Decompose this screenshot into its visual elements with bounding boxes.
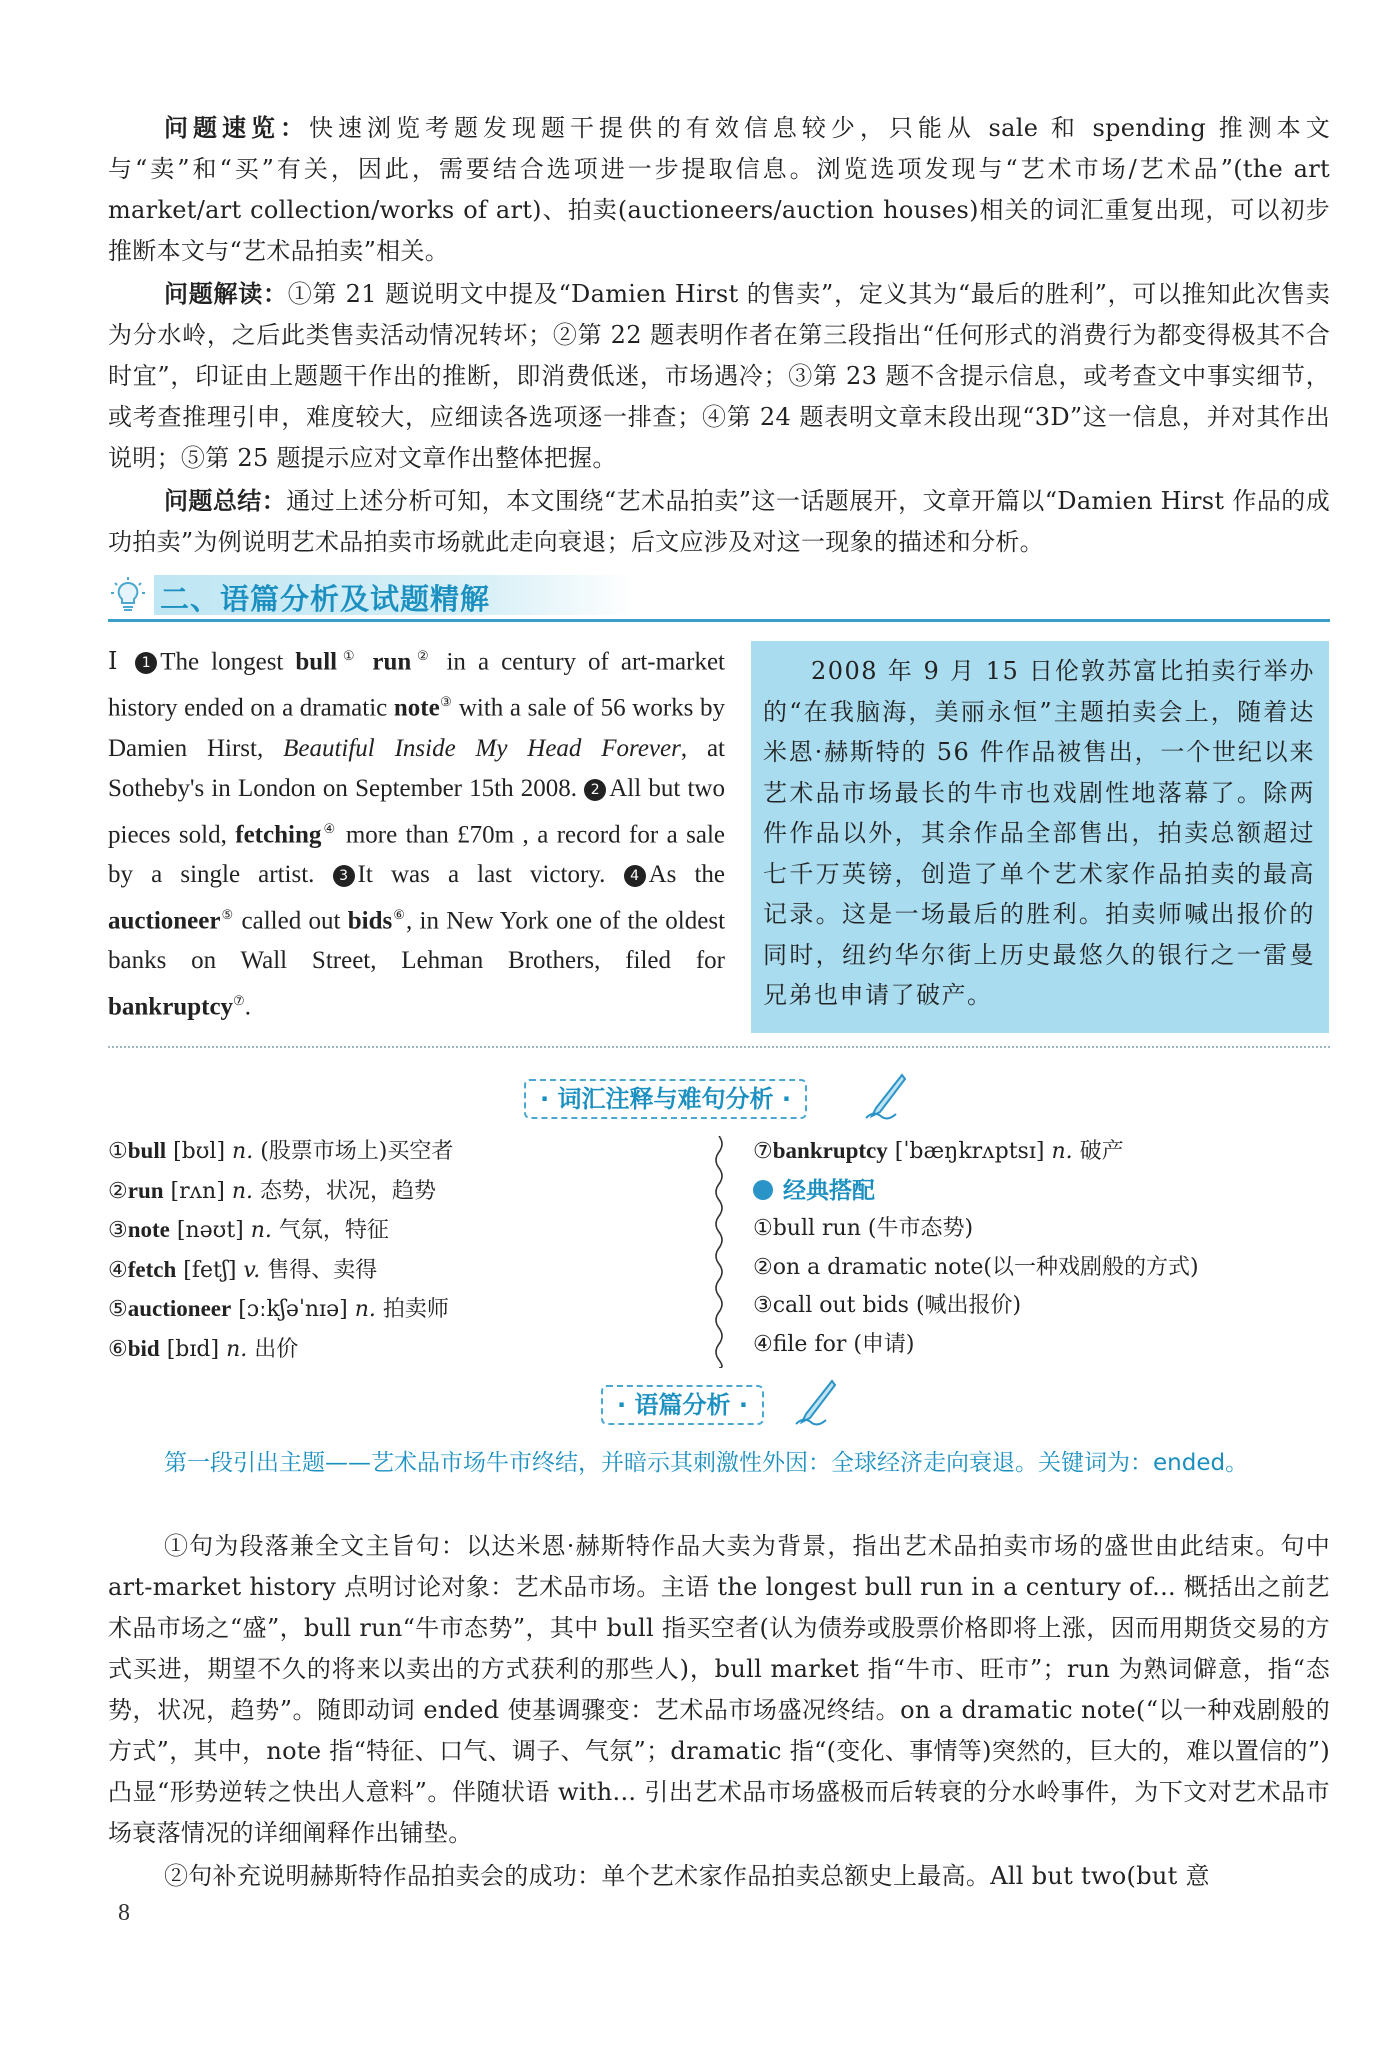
keyword-run: run [372,648,412,676]
passage-text: , at Sotheby's in London on September 15th 2008. [108,734,725,802]
overview-text: 快速浏览考题发现题干提供的有效信息较少，只能从 sale 和 spending 推测本文与“卖”和“买”有关，因此，需要结合选项进一步提取信息。浏览选项发现与“艺术市场/艺术品”(the art market/art collection/works of art)、拍卖(auctioneers/auction houses)相关的词汇重复出现，可以初步推断本文与“艺术品拍卖”相关。 [108,114,1330,265]
summary-text: 通过上述分析可知，本文围绕“艺术品拍卖”这一话题展开，文章开篇以“Damien Hirst 作品的成功拍卖”为例说明艺术品拍卖市场就此走向衰退；后文应涉及对这一现象的描述和分析。 [108,487,1330,556]
intro-paragraph-summary [108,481,1330,563]
note-ref: ④ [321,820,338,836]
analysis-body [108,1526,1330,1897]
passage-roman-numeral: Ⅰ [108,647,124,676]
overview-label: 问题速览： [164,114,309,142]
vocab-item: ③note [nəʊt] n. 气氛，特征 [108,1217,389,1243]
keyword-auctioneer: auctioneer [108,907,221,935]
note-ref: ① [337,648,361,663]
vocab-item: ⑥bid [bɪd] n. 出价 [108,1335,299,1362]
note-ref: ⑥ [392,906,406,922]
artwork-title: Beautiful Inside My Head Forever [283,734,681,762]
keyword-bull: bull [295,648,338,676]
interpretation-label: 问题解读： [164,280,288,308]
collocation-item: ①bull run (牛市态势) [753,1216,974,1241]
note-ref: ⑤ [220,906,235,922]
intro-block [108,108,1330,563]
translation-box: 2008 年 9 月 15 日伦敦苏富比拍卖行举办的“在我脑海，美丽永恒”主题拍卖会上，随着达米恩·赫斯特的 56 件作品被售出，一个世纪以来艺术品市场最长的牛市也戏剧性地落幕了。除两件作品以外，其余作品全部售出，拍卖总额超过七千万英镑，创造了单个艺术家作品拍卖的最高记录。这是一场最后的胜利。拍卖师喊出报价的同时，纽约华尔街上历史最悠久的银行之一雷曼兄弟也申请了破产。 [751,641,1329,1033]
dotted-divider [108,1046,1330,1048]
pen-icon [792,1378,836,1428]
passage-text: in a century of art-market history ended on a dramatic [108,648,726,722]
passage-text: It was a last victory. [357,860,624,888]
passage-text: . [244,993,251,1021]
analysis-intro: 第一段引出主题——艺术品市场牛市终结，并暗示其刺激性外因：全球经济走向衰退。关键词为：ended。 [164,1450,1249,1476]
interpretation-text: ①第 21 题说明文中提及“Damien Hirst 的售卖”，定义其为“最后的胜利”，可以推知此次售卖为分水岭，之后此类售卖活动情况转坏；②第 22 题表明作者在第三段指出“任何形式的消费行为都变得极其不合时宜”，印证由上题题干作出的推断，即消费低迷，市场遇冷；③第 23 题不含提示信息，或考查文中事实细节，或考查推理引申，难度较大，应细读各选项逐一排查；④第 24 题表明文章末段出现“3D”这一信息，并对其作出说明；⑤第 25 题提示应对文章作出整体把握。 [108,280,1331,472]
bullet-dot-icon [753,1180,773,1200]
sentence-marker-4: 4 [624,865,646,887]
vocab-list-left [108,1132,698,1369]
passage-text: The longest [160,648,296,676]
page-number: 8 [118,1900,130,1926]
wavy-column-divider [712,1136,726,1368]
note-ref: ⑦ [233,993,245,1009]
vocab-item: ②run [rʌn] n. 态势，状况，趋势 [108,1177,436,1204]
collocation-item: ③call out bids (喊出报价) [753,1293,1022,1318]
vocab-list-right [753,1132,1329,1364]
note-ref: ③ [439,694,453,710]
passage-text: All but two pieces sold, [108,774,725,848]
note-ref: ② [411,648,435,663]
keyword-fetching: fetching [235,820,322,848]
vocab-section-badge: · 词汇注释与难句分析 · [524,1079,807,1119]
summary-label: 问题总结： [164,487,287,515]
intro-paragraph-interpretation [108,274,1330,479]
passage-text: with a sale of 56 works by Damien Hirst, [108,694,726,762]
sentence-marker-3: 3 [333,865,355,887]
vocab-item: ⑤auctioneer [ɔːkʃəˈnɪə] n. 拍卖师 [108,1296,449,1322]
vocab-item: ①bull [bʊl] n. (股票市场上)买空者 [108,1138,454,1164]
analysis-section-badge: · 语篇分析 · [601,1385,764,1425]
passage-text: As the [648,860,726,888]
intro-paragraph-overview [108,108,1330,272]
analysis-paragraph-2: ②句补充说明赫斯特作品拍卖会的成功：单个艺术家作品拍卖总额史上最高。All but two(but 意 [164,1862,1210,1890]
pen-icon [862,1072,906,1122]
sentence-marker-2: 2 [584,779,606,801]
analysis-paragraph-1: ①句为段落兼全文主旨句：以达米恩·赫斯特作品大卖为背景，指出艺术品拍卖市场的盛世由此结束。句中 art-market history 点明讨论对象：艺术品市场。主语 the longest bull run in a century of... 概括出之前艺术品市场之“盛”，bull run“牛市态势”，其中 bull 指买空者(认为债券或股票价格即将上涨，因而用期货交易的方式买进，期望不久的将来以卖出的方式获利的那些人)，bull market 指“牛市、旺市”；run 为熟词僻意，指“态势，状况，趋势”。随即动词 ended 使基调骤变：艺术品市场盛况终结。on a dramatic note(“以一种戏剧般的方式”，其中，note 指“特征、口气、调子、气氛”；dramatic 指“(变化、事情等)突然的，巨大的，难以置信的”)凸显“形势逆转之快出人意料”。伴随状语 with... 引出艺术品市场盛极而后转衰的分水岭事件，为下文对艺术品市场衰落情况的详细阐释作出铺垫。 [108,1532,1330,1847]
sentence-marker-1: 1 [135,652,157,674]
vocab-item: ④fetch [fetʃ] v. 售得、卖得 [108,1256,378,1283]
collocation-item: ②on a dramatic note(以一种戏剧般的方式) [753,1254,1199,1280]
keyword-note: note [393,694,440,722]
keyword-bids: bids [347,907,393,935]
section-title: 二、语篇分析及试题精解 [160,582,491,616]
passage-text: , in New York one of the oldest banks on Wall Street, Lehman Brothers, filed for [108,907,726,975]
section-heading [108,573,1330,622]
passage-text: more than £70m , a record for a sale by a single artist. [108,820,725,888]
vocab-item: ⑦bankruptcy [ˈbæŋkrʌptsɪ] n. 破产 [753,1138,1124,1164]
collocation-title: 经典搭配 [783,1177,875,1204]
english-passage [108,636,725,1028]
collocation-item: ④file for (申请) [753,1331,915,1357]
lightbulb-icon [108,575,148,615]
keyword-bankruptcy: bankruptcy [108,993,234,1021]
collocation-heading [753,1172,1329,1211]
passage-text: called out [234,907,348,935]
